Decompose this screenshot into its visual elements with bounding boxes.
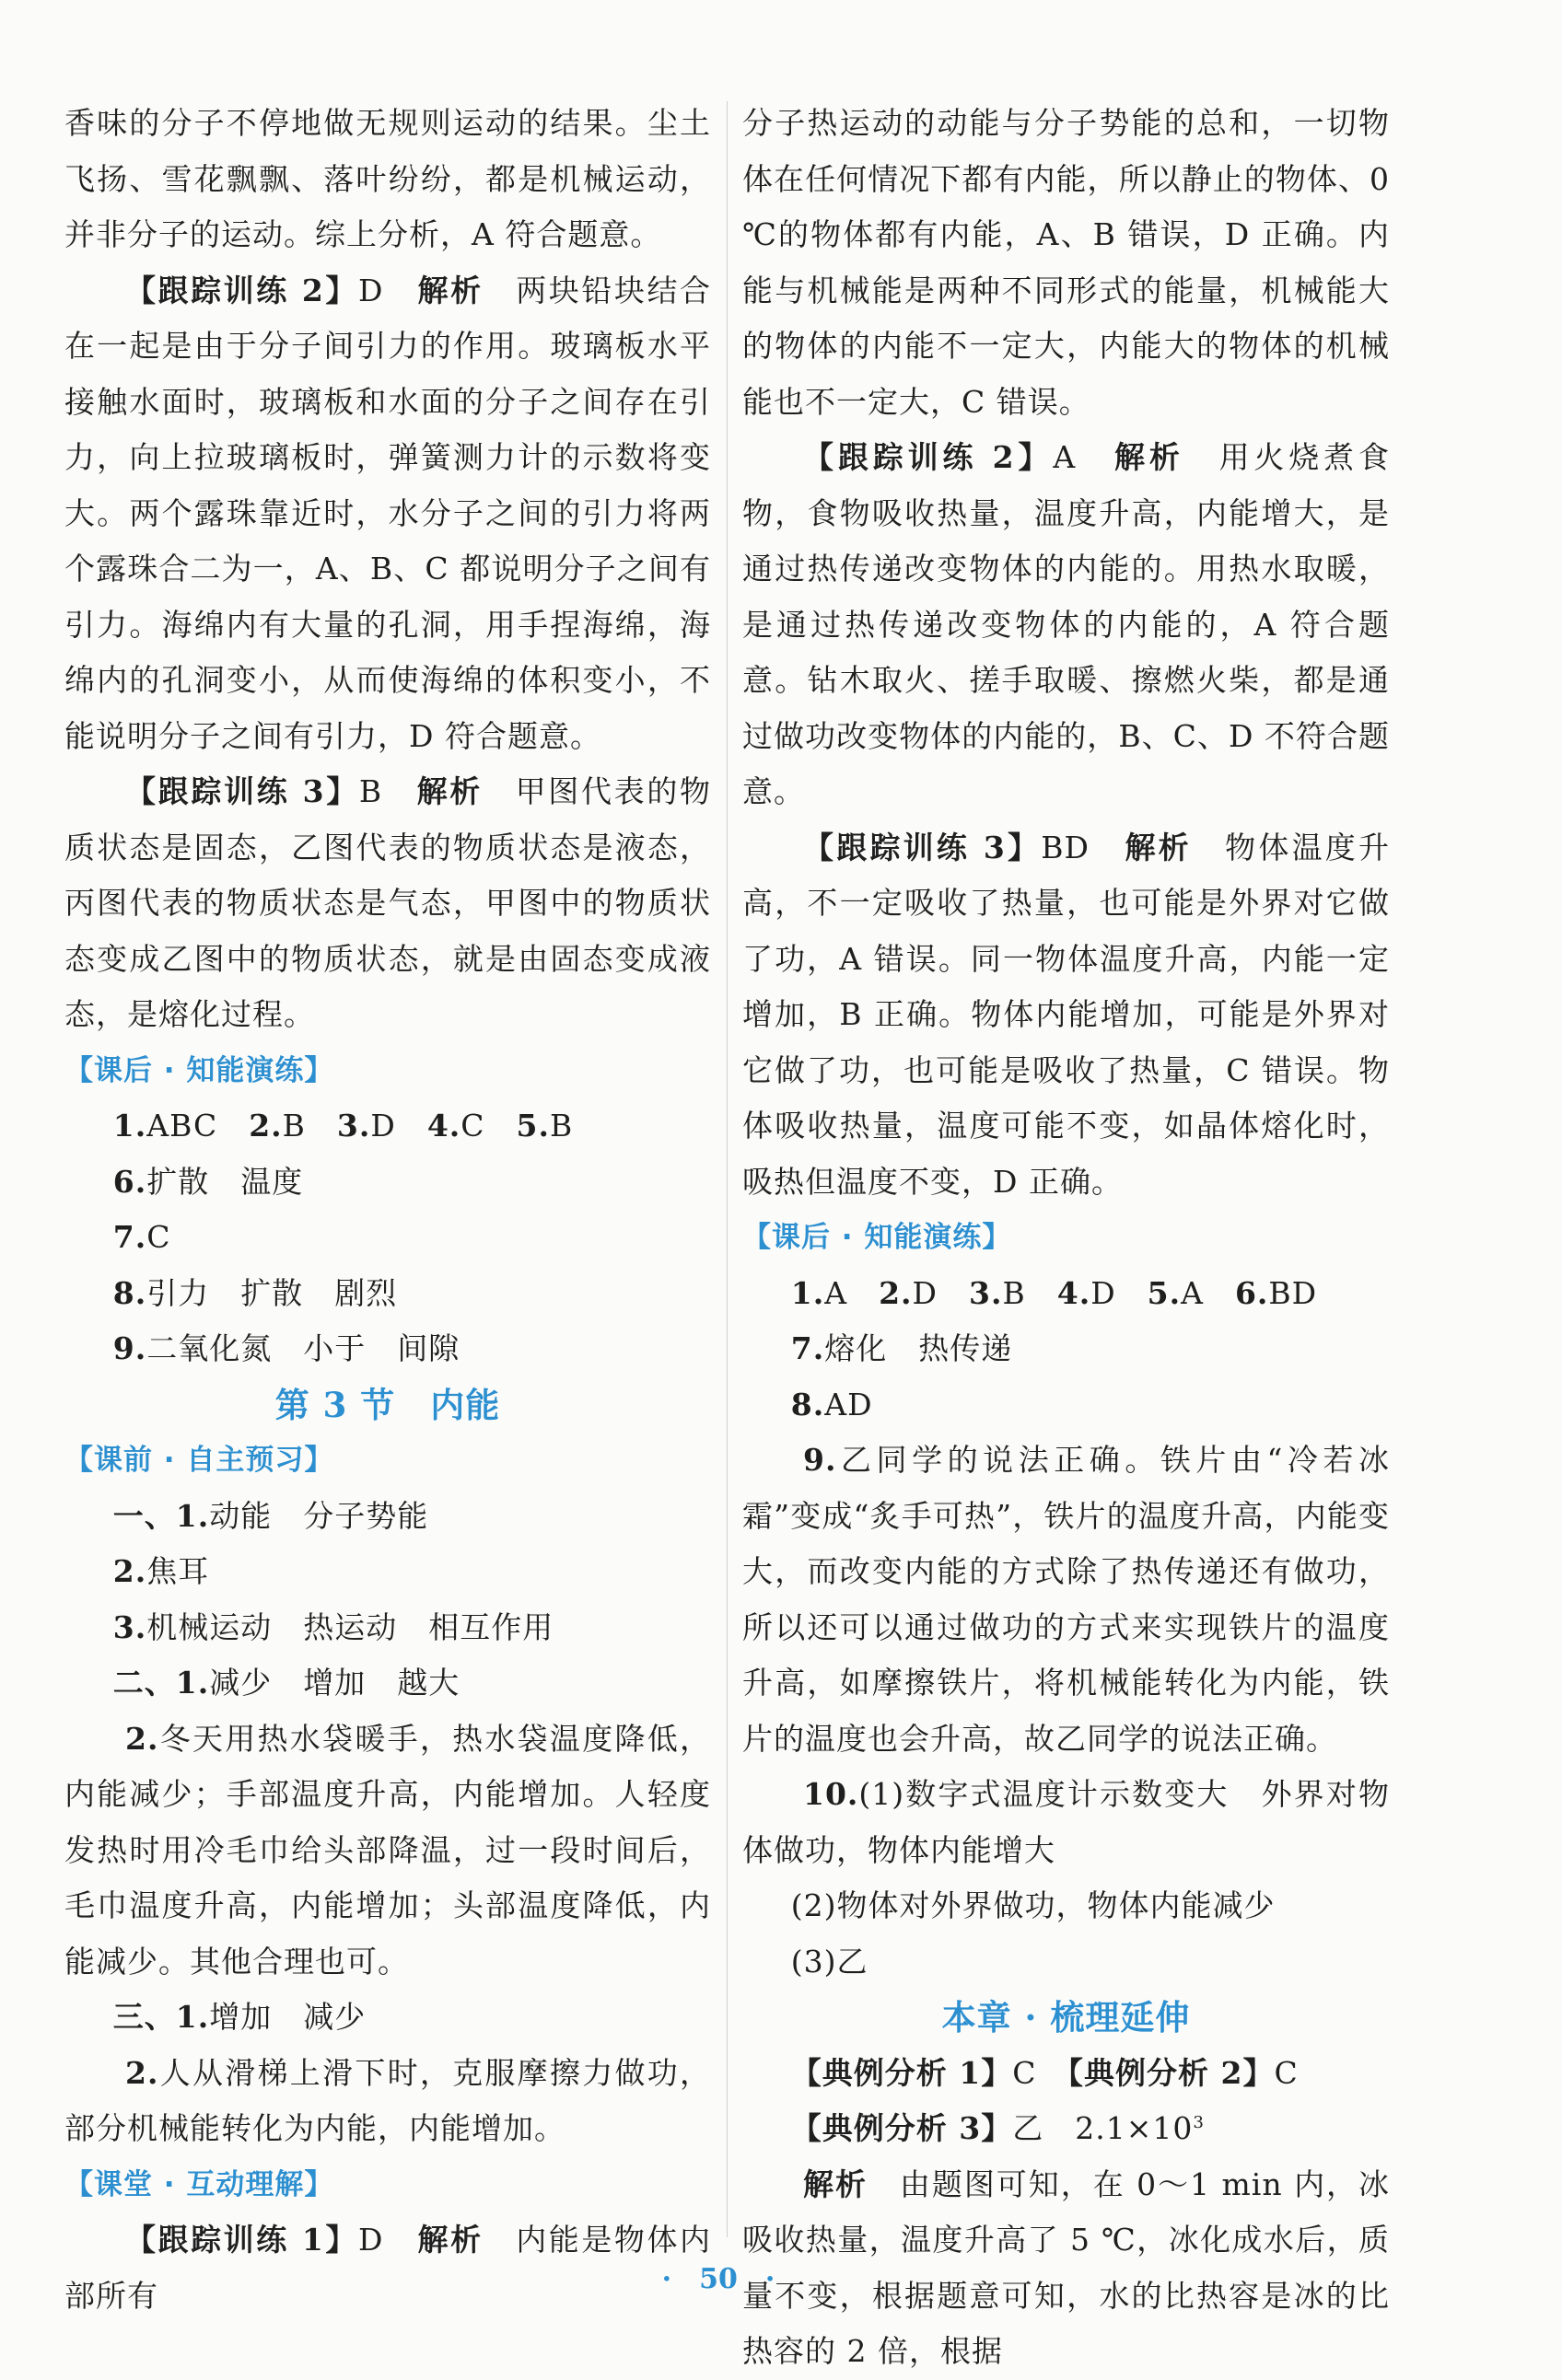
paragraph: 香味的分子不停地做无规则运动的结果。尘土飞扬、雪花飘飘、落叶纷纷，都是机械运动，并非分子的运动。综上分析，A 符合题意。 [64,105,711,252]
explanation: 解析 由题图可知，在 0～1 min 内，冰吸收热量，温度升高了 5 ℃，冰化成水后，质量不变，根据题意可知，水的比热容是冰的比热容的 2 倍，根据 [742,2165,1391,2369]
section-heading: 【课后 · 知能演练】 [64,1053,334,1087]
training-2: 【跟踪训练 2】D 解析 两块铅块结合在一起是由于分子间引力的作用。玻璃板水平接触水面时，玻璃板和水面的分子之间存在引力，向上拉玻璃板时，弹簧测力计的示数将变大。两个露珠靠近时，水分子之间的引力将两个露珠合二为一，A、B、C 都说明分子之间有引力。海绵内有大量的孔洞，用手捏海绵，海绵内的孔洞变小，从而使海绵的体积变小，不能说明分子之间有引力，D 符合题意。 [64,272,712,754]
answer-10-1: 10.(1)数字式温度计示数变大 外界对物体做功，物体内能增大 [742,1776,1390,1868]
right-column [742,96,1390,2380]
answer-3-1: 三、1.增加 减少 [112,1999,367,2035]
left-column [64,96,711,2324]
training-3: 【跟踪训练 3】BD 解析 物体温度升高，不一定吸收了热量，也可能是外界对它做了功，A 错误。同一物体温度升高，内能一定增加，B 正确。物体内能增加，可能是外界对它做了功，也可能是吸收了热量，C 错误。物体吸收热量，温度可能不变，如晶体熔化时，吸热但温度不变，D 正确。 [742,829,1391,1200]
section-title: 第 3 节 内能 [274,1384,501,1425]
section-heading: 【课后 · 知能演练】 [742,1221,1012,1254]
answer-3-2: 2.人从滑梯上滑下时，克服摩擦力做功，部分机械能转化为内能，内能增加。 [64,2054,711,2146]
example-1-2: 【典例分析 1】C 【典例分析 2】C [790,2054,1299,2091]
paragraph: 分子热运动的动能与分子势能的总和，一切物体在任何情况下都有内能，所以静止的物体、0 ℃的物体都有内能，A、B 错误，D 正确。内能与机械能是两种不同形式的能量，机械能大的物体的内能不一定大，内能大的物体的机械能也不一定大，C 错误。 [742,105,1390,420]
answer-1-3: 3.机械运动 热运动 相互作用 [112,1608,554,1645]
answer-row: 1.ABC 2.B 3.D 4.C 5.B [112,1108,574,1144]
answer-8: 8.引力 扩散 剧烈 [112,1274,398,1311]
answer-6: 6.扩散 温度 [112,1163,304,1200]
training-2: 【跟踪训练 2】A 解析 用火烧煮食物，食物吸收热量，温度升高，内能增大，是通过热传递改变物体的内能的。用热水取暖，是通过热传递改变物体的内能的，A 符合题意。钻木取火、搓手取暖、擦燃火柴，都是通过做功改变物体的内能的，B、C、D 不符合题意。 [742,439,1391,809]
answer-row: 1.A 2.D 3.B 4.D 5.A 6.BD [790,1274,1318,1311]
column-divider [727,101,728,2237]
training-3: 【跟踪训练 3】B 解析 甲图代表的物质状态是固态，乙图代表的物质状态是液态，丙图代表的物质状态是气态，甲图中的物质状态变成乙图中的物质状态，就是由固态变成液态，是熔化过程。 [64,773,712,1032]
page-number: · 50 · [661,2263,775,2295]
training-1: 【跟踪训练 1】D 解析 内能是物体内部所有 [64,2222,712,2314]
answer-8: 8.AD [790,1386,873,1422]
section-heading: 【课堂 · 互动理解】 [64,2167,334,2201]
answer-10-2: (2)物体对外界做功，物体内能减少 [790,1887,1276,1923]
answer-1-1: 一、1.动能 分子势能 [112,1497,429,1534]
example-3: 【典例分析 3】乙 $2.1\times 10^3$ [790,2110,1205,2146]
answer-7: 7.熔化 热传递 [790,1330,1013,1366]
answer-2-1: 二、1.减少 增加 越大 [112,1665,460,1701]
answer-9: 9.二氧化氮 小于 间隙 [112,1330,460,1366]
answer-1-2: 2.焦耳 [112,1553,210,1589]
chapter-title: 本章 · 梳理延伸 [941,1997,1191,2038]
answer-10-3: (3)乙 [790,1943,868,1979]
answer-2-2: 2.冬天用热水袋暖手，热水袋温度降低，内能减少；手部温度升高，内能增加。人轻度发热时用冷毛巾给头部降温，过一段时间后，毛巾温度升高，内能增加；头部温度降低，内能减少。其他合理也可。 [64,1720,711,1979]
answer-9: 9.乙同学的说法正确。铁片由“冷若冰霜”变成“炙手可热”，铁片的温度升高，内能变大，而改变内能的方式除了热传递还有做功，所以还可以通过做功的方式来实现铁片的温度升高，如摩擦铁片，将机械能转化为内能，铁片的温度也会升高，故乙同学的说法正确。 [742,1442,1390,1757]
answer-7: 7.C [112,1219,171,1255]
section-heading: 【课前 · 自主预习】 [64,1444,334,1477]
